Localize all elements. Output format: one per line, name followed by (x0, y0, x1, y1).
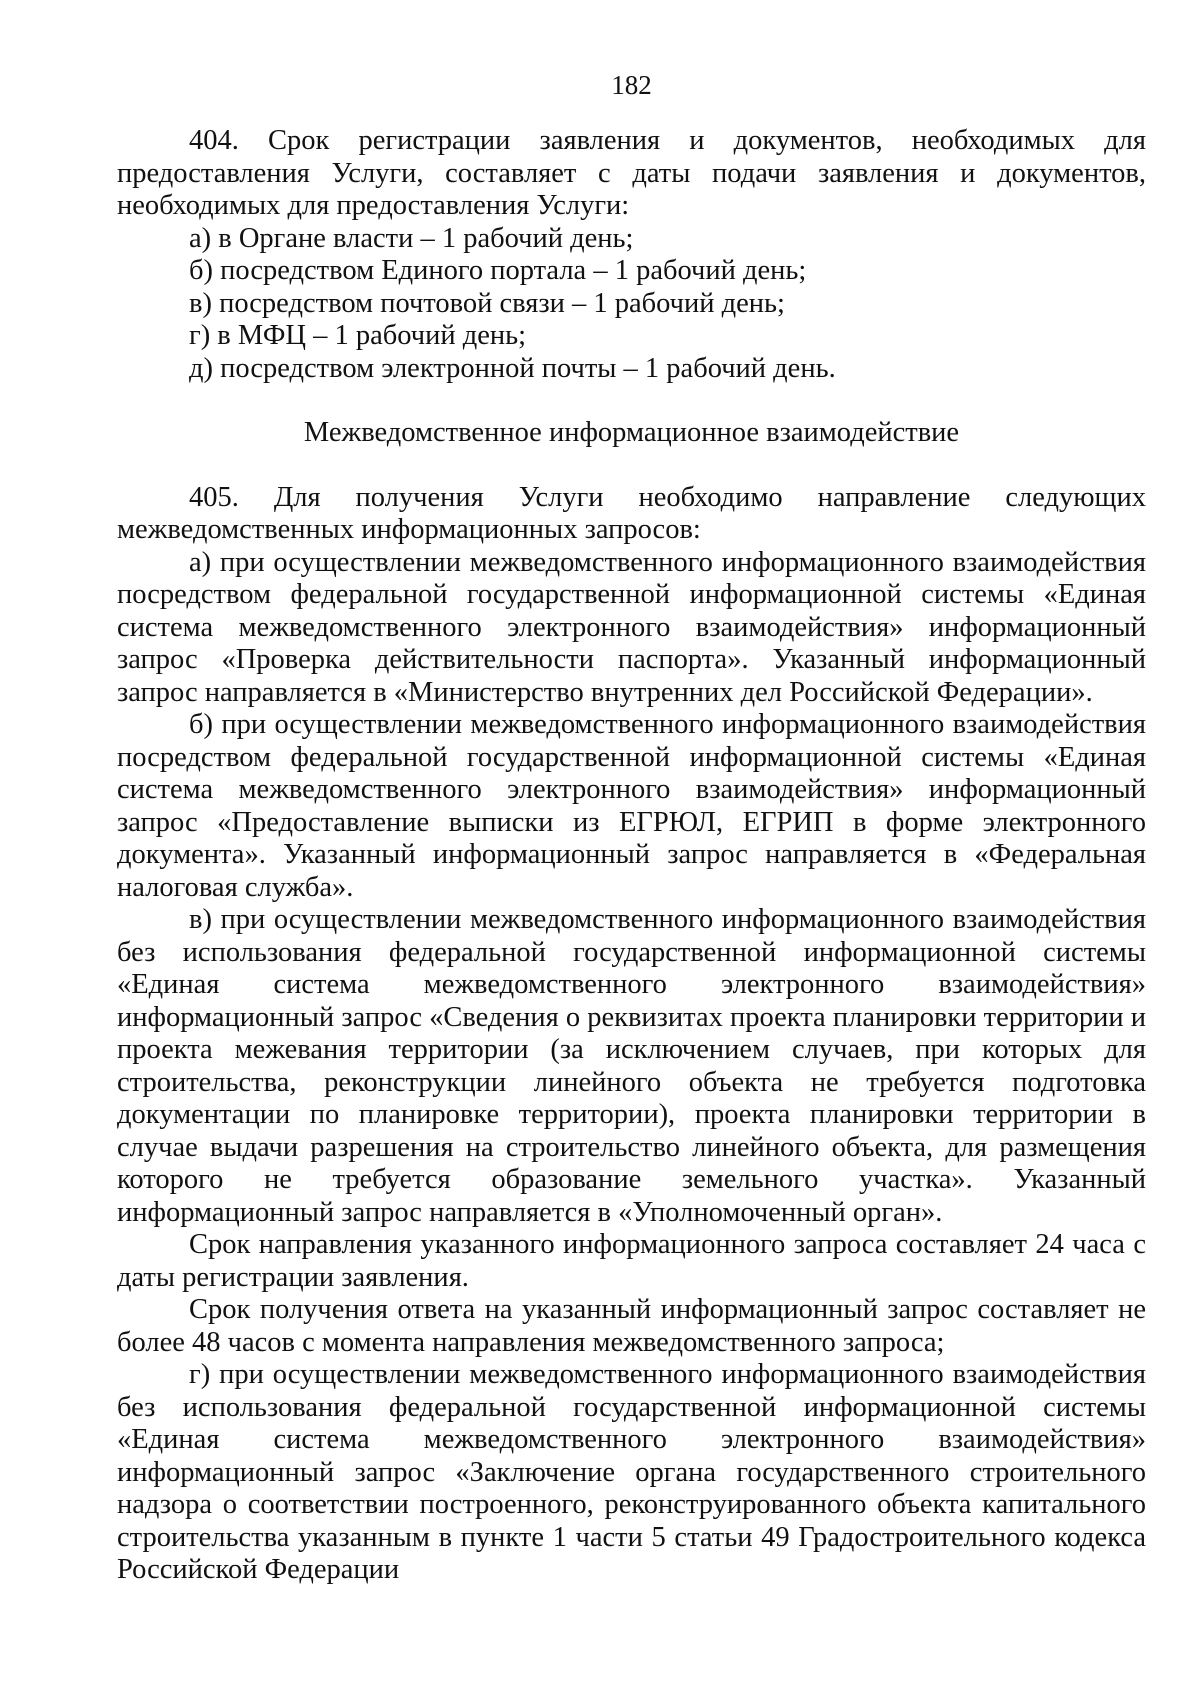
section-404-item-d: д) посредством электронной почты – 1 рабочий день. (189, 352, 836, 384)
section-404-item-b: б) посредством Единого портала – 1 рабочий день; (189, 255, 807, 286)
section-405-item-b: б) при осуществлении межведомственного информационного взаимодействия посредством федеральной государственной информационной системы «Единая система межведомственного электронного взаимодействия» информационный запрос «Предоставление выписки из ЕГРЮЛ, ЕГРИП в форме электронного документа». Указанный информационный запрос направляется в «Федеральная налоговая служба». (117, 709, 1146, 903)
section-404-intro: 404. Срок регистрации заявления и документов, необходимых для предоставления Услуги, составляет с даты подачи заявления и документов, необходимых для предоставления Услуги: (117, 125, 1146, 221)
section-405-intro: 405. Для получения Услуги необходимо направление следующих межведомственных информационных запросов: (117, 481, 1146, 545)
document-body (117, 125, 1146, 1587)
section-404-item-g: г) в МФЦ – 1 рабочий день; (189, 320, 527, 351)
section-heading: Межведомственное информационное взаимодействие (303, 417, 960, 448)
page-number: 182 (611, 70, 652, 100)
section-405-item-a: а) при осуществлении межведомственного информационного взаимодействия посредством федеральной государственной информационной системы «Единая система межведомственного электронного взаимодействия» информационный запрос «Проверка действительности паспорта». Указанный информационный запрос направляется в «Министерство внутренних дел Российской Федерации». (117, 546, 1146, 708)
section-405-item-g: г) при осуществлении межведомственного информационного взаимодействия без использования федеральной государственной информационной системы «Единая система межведомственного электронного взаимодействия» информационный запрос «Заключение органа государственного строительного надзора о соответствии построенного, реконструированного объекта капитального строительства указанным в пункте 1 части 5 статьи 49 Градостроительного кодекса Российской Федерации (117, 1359, 1146, 1585)
section-405-deadline-response: Срок получения ответа на указанный информационный запрос составляет не более 48 часов с момента направления межведомственного запроса; (117, 1294, 1146, 1358)
section-405-item-v: в) при осуществлении межведомственного информационного взаимодействия без использования федеральной государственной информационной системы «Единая система межведомственного электронного взаимодействия» информационный запрос «Сведения о реквизитах проекта планировки территории и проекта межевания территории (за исключением случаев, при которых для строительства, реконструкции линейного объекта не требуется подготовка документации по планировке территории), проекта планировки территории в случае выдачи разрешения на строительство линейного объекта, для размещения которого не требуется образование земельного участка». Указанный информационный запрос направляется в «Уполномоченный орган». (117, 904, 1146, 1228)
section-404-item-v: в) посредством почтовой связи – 1 рабочий день; (189, 287, 785, 319)
section-404-item-a: а) в Органе власти – 1 рабочий день; (189, 222, 634, 254)
section-405-deadline-send: Срок направления указанного информационного запроса составляет 24 часа с даты регистрации заявления. (117, 1229, 1146, 1293)
